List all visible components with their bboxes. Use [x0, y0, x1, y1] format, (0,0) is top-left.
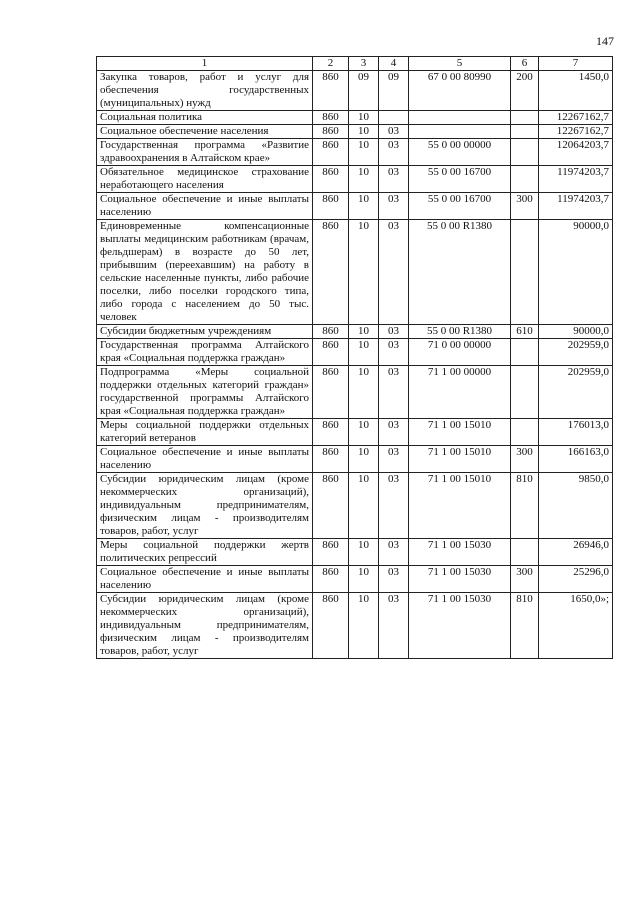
row-section: 10	[349, 593, 379, 659]
row-expense-type	[511, 139, 539, 166]
col-header-2: 2	[313, 57, 349, 71]
row-amount: 166163,0	[539, 446, 613, 473]
table-row	[97, 193, 613, 220]
row-amount: 11974203,7	[539, 193, 613, 220]
row-expense-type	[511, 166, 539, 193]
row-name: Социальное обеспечение населения	[97, 125, 313, 139]
row-grbs: 860	[313, 473, 349, 539]
row-name: Субсидии юридическим лицам (кроме некоммерческих организаций), индивидуальным предпринимателям, физическим лицам - производителям товаров, работ, услуг	[97, 593, 313, 659]
row-grbs: 860	[313, 419, 349, 446]
row-section: 10	[349, 139, 379, 166]
row-amount: 1450,0	[539, 71, 613, 111]
table-row	[97, 166, 613, 193]
row-target-article	[409, 125, 511, 139]
row-subsection: 03	[379, 220, 409, 325]
row-expense-type	[511, 419, 539, 446]
row-name: Социальное обеспечение и иные выплаты населению	[97, 446, 313, 473]
page-number: 147	[596, 34, 614, 48]
row-section: 10	[349, 419, 379, 446]
row-name: Меры социальной поддержки отдельных категорий ветеранов	[97, 419, 313, 446]
row-section: 10	[349, 111, 379, 125]
row-grbs: 860	[313, 220, 349, 325]
row-subsection: 03	[379, 125, 409, 139]
row-amount: 12267162,7	[539, 125, 613, 139]
row-grbs: 860	[313, 593, 349, 659]
col-header-5: 5	[409, 57, 511, 71]
row-name: Государственная программа Алтайского края «Социальная поддержка граждан»	[97, 339, 313, 366]
row-amount: 12267162,7	[539, 111, 613, 125]
row-name: Обязательное медицинское страхование неработающего населения	[97, 166, 313, 193]
row-target-article: 71 1 00 15010	[409, 446, 511, 473]
table-row	[97, 419, 613, 446]
table-row	[97, 125, 613, 139]
row-subsection: 03	[379, 166, 409, 193]
row-section: 10	[349, 125, 379, 139]
row-amount: 9850,0	[539, 473, 613, 539]
row-grbs: 860	[313, 339, 349, 366]
row-name: Социальная политика	[97, 111, 313, 125]
row-subsection	[379, 111, 409, 125]
row-subsection: 03	[379, 193, 409, 220]
row-amount: 26946,0	[539, 539, 613, 566]
row-expense-type: 300	[511, 566, 539, 593]
row-name: Подпрограмма «Меры социальной поддержки отдельных категорий граждан» государственной программы Алтайского края «Социальная поддержка граждан»	[97, 366, 313, 419]
row-name: Закупка товаров, работ и услуг для обеспечения государственных (муниципальных) нужд	[97, 71, 313, 111]
header-row	[97, 57, 613, 71]
row-expense-type	[511, 539, 539, 566]
row-expense-type: 200	[511, 71, 539, 111]
row-grbs: 860	[313, 446, 349, 473]
row-section: 10	[349, 539, 379, 566]
row-section: 10	[349, 339, 379, 366]
row-subsection: 03	[379, 339, 409, 366]
row-section: 10	[349, 166, 379, 193]
table-row	[97, 473, 613, 539]
table-row	[97, 71, 613, 111]
col-header-7: 7	[539, 57, 613, 71]
row-expense-type: 300	[511, 446, 539, 473]
row-section: 10	[349, 566, 379, 593]
row-target-article: 55 0 00 00000	[409, 139, 511, 166]
col-header-1: 1	[97, 57, 313, 71]
row-grbs: 860	[313, 539, 349, 566]
table-row	[97, 446, 613, 473]
table-row	[97, 111, 613, 125]
table-row	[97, 139, 613, 166]
row-subsection: 03	[379, 419, 409, 446]
row-grbs: 860	[313, 566, 349, 593]
row-grbs: 860	[313, 325, 349, 339]
row-grbs: 860	[313, 193, 349, 220]
row-grbs: 860	[313, 366, 349, 419]
row-amount: 202959,0	[539, 339, 613, 366]
col-header-3: 3	[349, 57, 379, 71]
row-subsection: 03	[379, 593, 409, 659]
row-expense-type: 810	[511, 593, 539, 659]
row-subsection: 03	[379, 366, 409, 419]
table-row	[97, 566, 613, 593]
row-expense-type: 610	[511, 325, 539, 339]
row-grbs: 860	[313, 111, 349, 125]
row-amount: 11974203,7	[539, 166, 613, 193]
row-subsection: 03	[379, 473, 409, 539]
row-target-article: 71 1 00 15010	[409, 473, 511, 539]
row-grbs: 860	[313, 125, 349, 139]
row-subsection: 03	[379, 325, 409, 339]
row-target-article: 71 1 00 15030	[409, 566, 511, 593]
row-target-article: 55 0 00 R1380	[409, 220, 511, 325]
table-row	[97, 539, 613, 566]
row-name: Социальное обеспечение и иные выплаты населению	[97, 193, 313, 220]
row-section: 10	[349, 366, 379, 419]
row-target-article: 71 0 00 00000	[409, 339, 511, 366]
row-expense-type	[511, 366, 539, 419]
row-name: Социальное обеспечение и иные выплаты населению	[97, 566, 313, 593]
row-target-article: 71 1 00 15030	[409, 593, 511, 659]
row-section: 10	[349, 325, 379, 339]
row-section: 10	[349, 473, 379, 539]
row-amount: 176013,0	[539, 419, 613, 446]
row-target-article: 55 0 00 16700	[409, 193, 511, 220]
row-amount: 90000,0	[539, 220, 613, 325]
row-target-article	[409, 111, 511, 125]
budget-table	[96, 56, 613, 659]
row-subsection: 03	[379, 566, 409, 593]
row-name: Государственная программа «Развитие здравоохранения в Алтайском крае»	[97, 139, 313, 166]
row-name: Меры социальной поддержки жертв политических репрессий	[97, 539, 313, 566]
row-name: Единовременные компенсационные выплаты медицинским работникам (врачам, фельдшерам) в возрасте до 50 лет, прибывшим (переехавшим) на работу в сельские населенные пункты, либо рабочие поселки, либо поселки городского типа, либо города с населением до 50 тыс. человек	[97, 220, 313, 325]
row-section: 10	[349, 193, 379, 220]
row-section: 09	[349, 71, 379, 111]
row-subsection: 03	[379, 446, 409, 473]
row-amount: 202959,0	[539, 366, 613, 419]
row-target-article: 71 1 00 15030	[409, 539, 511, 566]
row-amount: 12064203,7	[539, 139, 613, 166]
col-header-4: 4	[379, 57, 409, 71]
row-name: Субсидии бюджетным учреждениям	[97, 325, 313, 339]
row-subsection: 09	[379, 71, 409, 111]
row-expense-type	[511, 220, 539, 325]
row-grbs: 860	[313, 166, 349, 193]
row-subsection: 03	[379, 139, 409, 166]
row-amount: 1650,0»;	[539, 593, 613, 659]
row-target-article: 71 1 00 00000	[409, 366, 511, 419]
row-amount: 90000,0	[539, 325, 613, 339]
row-expense-type	[511, 339, 539, 366]
row-target-article: 67 0 00 80990	[409, 71, 511, 111]
row-amount: 25296,0	[539, 566, 613, 593]
row-expense-type: 810	[511, 473, 539, 539]
row-name: Субсидии юридическим лицам (кроме некоммерческих организаций), индивидуальным предпринимателям, физическим лицам - производителям товаров, работ, услуг	[97, 473, 313, 539]
table-row	[97, 220, 613, 325]
row-grbs: 860	[313, 71, 349, 111]
row-subsection: 03	[379, 539, 409, 566]
row-expense-type	[511, 125, 539, 139]
table-row	[97, 325, 613, 339]
col-header-6: 6	[511, 57, 539, 71]
table-row	[97, 366, 613, 419]
table-row	[97, 593, 613, 659]
table-row	[97, 339, 613, 366]
row-target-article: 55 0 00 16700	[409, 166, 511, 193]
row-section: 10	[349, 220, 379, 325]
row-grbs: 860	[313, 139, 349, 166]
row-expense-type: 300	[511, 193, 539, 220]
row-section: 10	[349, 446, 379, 473]
row-target-article: 55 0 00 R1380	[409, 325, 511, 339]
row-target-article: 71 1 00 15010	[409, 419, 511, 446]
row-expense-type	[511, 111, 539, 125]
